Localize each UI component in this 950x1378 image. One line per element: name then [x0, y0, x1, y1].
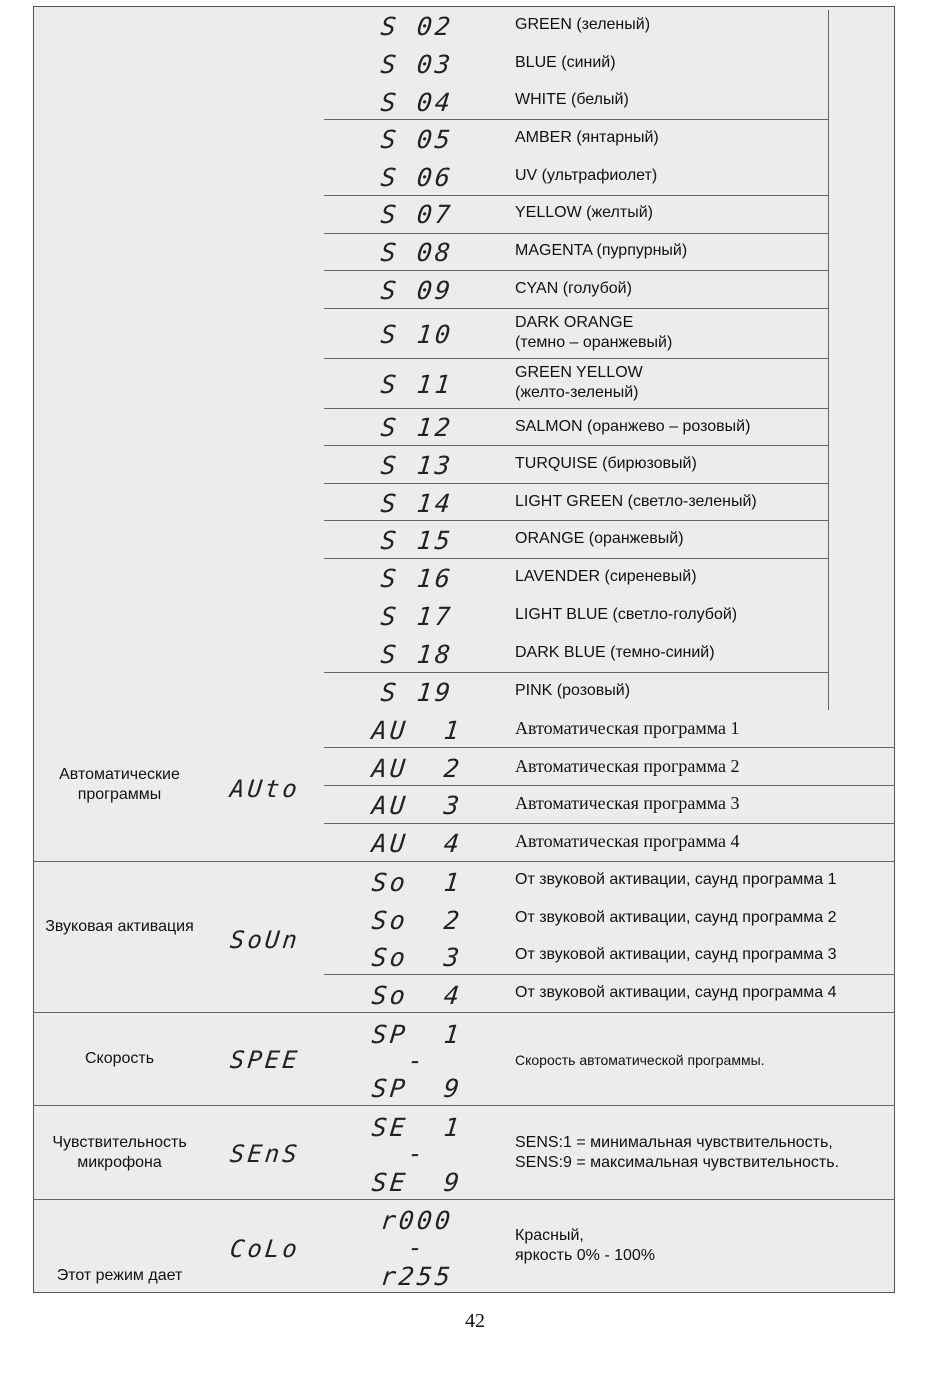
- row-description: Автоматическая программа 3: [515, 793, 740, 813]
- mode-code-sound: SoUn: [228, 926, 302, 954]
- row-description: От звуковой активации, саунд программа 3: [515, 946, 837, 963]
- display-code: S 02: [379, 12, 455, 41]
- row-description: Автоматическая программа 2: [515, 756, 740, 776]
- display-code: SP 1: [370, 1020, 464, 1049]
- display-code: S 11: [379, 370, 455, 399]
- section-divider: [33, 1199, 895, 1200]
- row-divider: [324, 270, 829, 271]
- display-code: S 19: [379, 678, 455, 707]
- row-description: Автоматическая программа 1: [515, 718, 740, 738]
- row-divider: [324, 520, 829, 521]
- row-description: Скорость автоматической программы.: [515, 1052, 765, 1068]
- row-description: GREEN YELLOW (желто-зеленый): [515, 364, 643, 401]
- row-divider: [324, 785, 895, 786]
- category-sound-activation: Звуковая активация: [45, 918, 194, 935]
- row-description: WHITE (белый): [515, 91, 629, 108]
- display-code: S 03: [379, 50, 455, 79]
- page-number: 42: [465, 1310, 485, 1332]
- display-code: SE 1: [370, 1113, 464, 1142]
- row-description: DARK ORANGE (темно – оранжевый): [515, 314, 673, 351]
- display-code: So 4: [370, 981, 464, 1010]
- display-code: S 18: [379, 640, 455, 669]
- row-divider: [324, 747, 895, 748]
- row-divider: [324, 823, 895, 824]
- display-code: r255: [379, 1262, 455, 1291]
- row-divider: [324, 233, 829, 234]
- section-divider: [33, 1105, 895, 1106]
- display-code: AU 2: [370, 754, 464, 783]
- row-divider: [324, 358, 829, 359]
- row-description: UV (ультрафиолет): [515, 167, 658, 184]
- row-description: CYAN (голубой): [515, 280, 632, 297]
- display-code: AU 3: [370, 791, 464, 820]
- row-description: TURQUISE (бирюзовый): [515, 455, 697, 472]
- display-code: S 12: [379, 413, 455, 442]
- row-divider: [324, 119, 829, 120]
- display-code: S 14: [379, 489, 455, 518]
- row-description: BLUE (синий): [515, 54, 616, 71]
- row-description: От звуковой активации, саунд программа 1: [515, 871, 837, 888]
- row-description: AMBER (янтарный): [515, 129, 659, 146]
- display-code: So 1: [370, 868, 464, 897]
- row-description: MAGENTA (пурпурный): [515, 242, 688, 259]
- section-divider: [33, 861, 895, 862]
- row-description: LIGHT GREEN (светло-зеленый): [515, 493, 757, 510]
- display-code: SE 9: [370, 1168, 464, 1197]
- mode-code-color: CoLo: [228, 1235, 302, 1263]
- row-description: LIGHT BLUE (светло-голубой): [515, 606, 738, 623]
- display-code: S 07: [379, 200, 455, 229]
- row-description: Автоматическая программа 4: [515, 831, 740, 851]
- section-divider: [33, 1012, 895, 1013]
- display-code: AU 4: [370, 829, 464, 858]
- row-description: От звуковой активации, саунд программа 4: [515, 984, 837, 1001]
- row-divider: [324, 195, 829, 196]
- category-color-mode: Этот режим дает: [56, 1267, 183, 1284]
- range-dash: -: [406, 1233, 428, 1262]
- category-speed: Скорость: [84, 1050, 155, 1067]
- display-code: S 15: [379, 526, 455, 555]
- row-description: От звуковой активации, саунд программа 2: [515, 909, 837, 926]
- row-description: ORANGE (оранжевый): [515, 530, 684, 547]
- display-code: So 2: [370, 906, 464, 935]
- row-description: PINK (розовый): [515, 682, 631, 699]
- row-description: LAVENDER (сиреневый): [515, 568, 697, 585]
- display-code: S 13: [379, 451, 455, 480]
- display-code: r000: [379, 1206, 455, 1235]
- category-mic-sensitivity: Чувствительность микрофона: [52, 1134, 187, 1171]
- display-code: S 05: [379, 125, 455, 154]
- display-code: S 04: [379, 88, 455, 117]
- display-code: S 09: [379, 276, 455, 305]
- row-divider: [324, 308, 829, 309]
- range-dash: -: [406, 1046, 428, 1075]
- row-divider: [324, 445, 829, 446]
- row-divider: [324, 558, 829, 559]
- row-description: GREEN (зеленый): [515, 16, 651, 33]
- range-dash: -: [406, 1139, 428, 1168]
- row-divider: [324, 483, 829, 484]
- display-code: SP 9: [370, 1074, 464, 1103]
- mode-code-speed: SPEE: [228, 1046, 302, 1074]
- display-code: S 06: [379, 163, 455, 192]
- row-description: YELLOW (желтый): [515, 204, 653, 221]
- row-divider: [324, 974, 895, 975]
- display-code: S 08: [379, 238, 455, 267]
- row-divider: [324, 408, 829, 409]
- row-description: SENS:1 = минимальная чувствительность, SENS:9 = максимальная чувствительность.: [515, 1134, 840, 1171]
- mode-code-auto: AUto: [228, 775, 302, 803]
- row-description: Красный, яркость 0% - 100%: [515, 1227, 656, 1264]
- display-code: So 3: [370, 943, 464, 972]
- mode-code-sensitivity: SEnS: [228, 1140, 302, 1168]
- color-list-right-border: [828, 10, 829, 710]
- display-code: S 16: [379, 564, 455, 593]
- category-auto-programs: Автоматические программы: [59, 766, 180, 803]
- display-code: S 10: [379, 320, 455, 349]
- row-description: SALMON (оранжево – розовый): [515, 418, 751, 435]
- row-description: DARK BLUE (темно-синий): [515, 644, 715, 661]
- row-divider: [324, 672, 829, 673]
- display-code: S 17: [379, 602, 455, 631]
- display-code: AU 1: [370, 716, 464, 745]
